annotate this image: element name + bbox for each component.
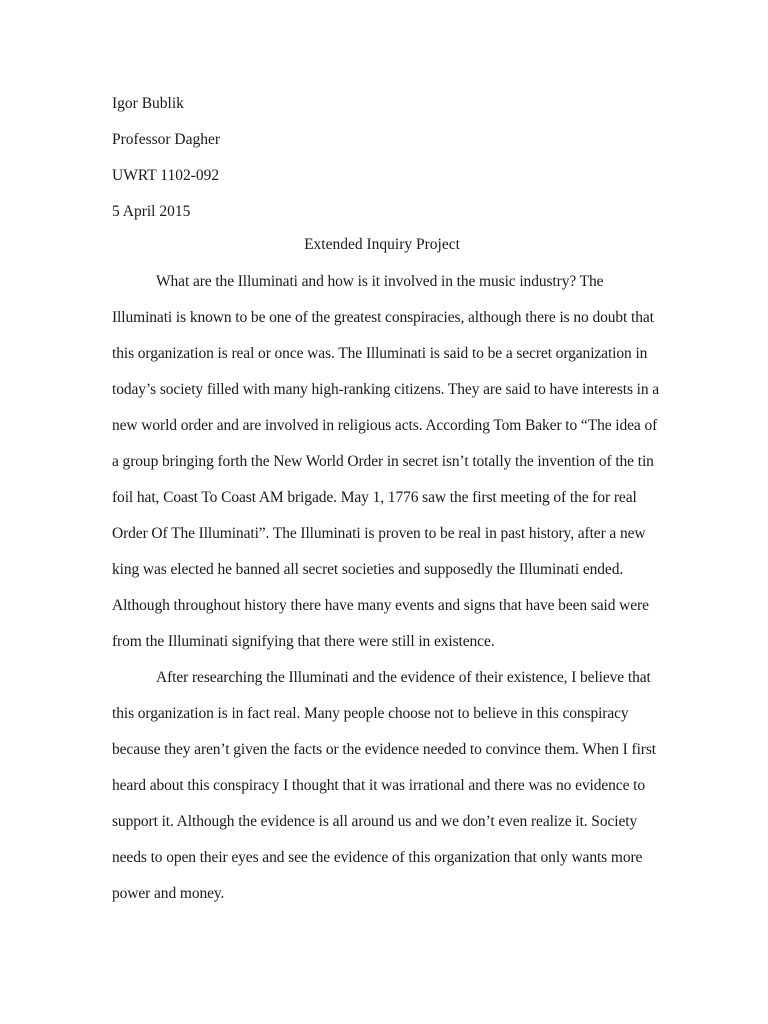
paragraph-1-line: king was elected he banned all secret societies and supposedly the Illuminati ended. [112,561,624,578]
mla-heading [112,86,652,230]
paragraph-1-line: Although throughout history there have many events and signs that have been said were [112,597,649,614]
paragraph-2-line: support it. Although the evidence is all around us and we don’t even realize it. Society [112,813,638,830]
paragraph-1-line: this organization is real or once was. The Illuminati is said to be a secret organization in [112,345,648,362]
paragraph-2-line: because they aren’t given the facts or the evidence needed to convince them. When I first [112,741,656,758]
document-date: 5 April 2015 [112,203,191,220]
paragraph-1-line: foil hat, Coast To Coast AM brigade. May 1, 1776 saw the first meeting of the for real [112,489,637,506]
paragraph-1-line: What are the Illuminati and how is it involved in the music industry? The [156,273,604,290]
paragraph-1-line: today’s society filled with many high-ranking citizens. They are said to have interests in a [112,381,660,398]
paragraph-2-line: this organization is in fact real. Many people choose not to believe in this conspiracy [112,705,629,722]
paragraph-1-line: Order Of The Illuminati”. The Illuminati is proven to be real in past history, after a new [112,525,646,542]
paragraph-2-line: heard about this conspiracy I thought that it was irrational and there was no evidence to [112,777,646,794]
paragraph-1-line: a group bringing forth the New World Order in secret isn’t totally the invention of the tin [112,453,654,470]
paragraph-2-line: power and money. [112,885,225,902]
paragraph-1-line: Illuminati is known to be one of the greatest conspiracies, although there is no doubt that [112,309,654,326]
paragraph-1-line: new world order and are involved in religious acts. According Tom Baker to “The idea of [112,417,658,434]
document-body [112,264,660,912]
author-name: Igor Bublik [112,95,184,112]
course-code: UWRT 1102-092 [112,167,220,184]
professor-name: Professor Dagher [112,131,221,148]
paragraph-2-line: needs to open their eyes and see the evidence of this organization that only wants more [112,849,643,866]
document-title: Extended Inquiry Project [304,236,460,253]
paragraph-1-line: from the Illuminati signifying that there were still in existence. [112,633,495,650]
paragraph-2-line: After researching the Illuminati and the evidence of their existence, I believe that [156,669,651,686]
